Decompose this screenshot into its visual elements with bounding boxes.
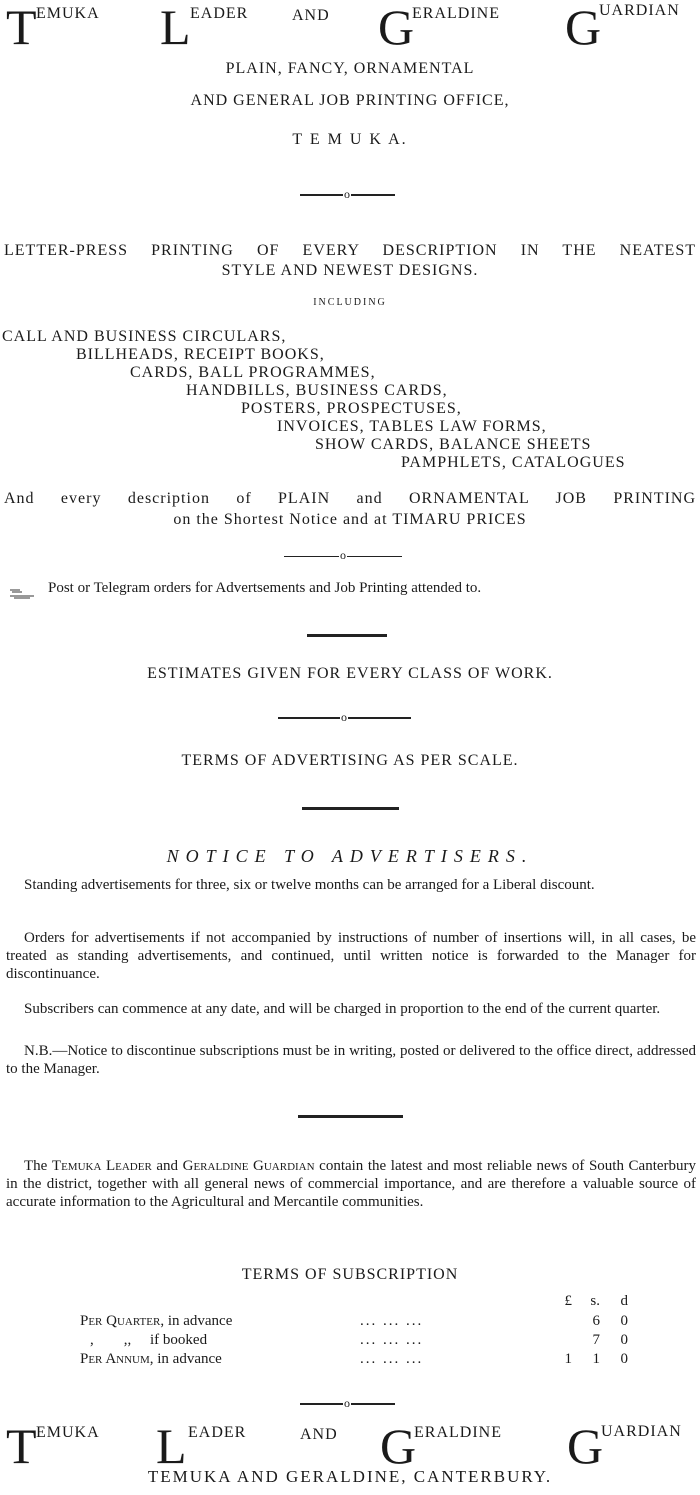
divider: o	[300, 1403, 395, 1405]
item-line: BILLHEADS, RECEIPT BOOKS,	[76, 346, 325, 363]
estimates-line: ESTIMATES GIVEN FOR EVERY CLASS OF WORK.	[147, 665, 553, 682]
masthead-word-geraldine: G ERALDINE	[378, 0, 500, 55]
divider: o	[284, 556, 402, 557]
masthead-top: T EMUKA L EADER AND G ERALDINE G UARDIAN	[6, 0, 680, 55]
subscription-table: £ s. d Per Quarter, in advance ... ... ... 6 0 , ,, if booked ... ... ... 7 0 Per Annum, in advance ... ... ... 1 1 0	[80, 1293, 628, 1367]
subscription-title: TERMS OF SUBSCRIPTION	[241, 1266, 459, 1283]
divider: o	[300, 194, 395, 196]
item-line: CALL AND BUSINESS CIRCULARS,	[2, 328, 287, 345]
notice-paragraph: Subscribers can commence at any date, and will be charged in proportion to the end of the current quarter.	[24, 1001, 661, 1017]
item-line: SHOW CARDS, BALANCE SHEETS	[315, 436, 592, 453]
masthead-word-temuka: T EMUKA	[6, 1418, 100, 1474]
masthead-bottom: T EMUKA L EADER AND G ERALDINE G UARDIAN	[6, 1418, 682, 1474]
terms-advertising-line: TERMS OF ADVERTISING AS PER SCALE.	[181, 752, 519, 769]
about-paragraph: The Temuka Leader and Geraldine Guardian contain the latest and most reliable news of South Canterbury in the district, together with all general news of commercial importance, and are therefore a valuable source of accurate information to the Agricultural and Mercantile communities.	[6, 1158, 697, 1210]
item-line: HANDBILLS, BUSINESS CARDS,	[186, 382, 448, 399]
letterpress-line-1: LETTER-PRESS PRINTING OF EVERY DESCRIPTION IN THE NEATEST	[4, 242, 696, 259]
office-line-3: T E M U K A.	[292, 131, 408, 148]
address-line: TEMUKA AND GERALDINE, CANTERBURY.	[147, 1467, 553, 1486]
notice-title: NOTICE TO ADVERTISERS.	[166, 846, 534, 866]
office-line-2: AND GENERAL JOB PRINTING OFFICE,	[190, 92, 510, 109]
letterpress-line-2: STYLE AND NEWEST DESIGNS.	[221, 262, 479, 279]
masthead-word-geraldine: G ERALDINE	[380, 1418, 502, 1474]
notice-paragraph: Orders for advertisements if not accompanied by instructions of number of insertions will, in all cases, be treated as standing advertisements, and continued, until written notice is forwarded to the Manager for discontinuance.	[6, 930, 696, 982]
item-line: INVOICES, TABLES LAW FORMS,	[277, 418, 547, 435]
post-telegram-note: Post or Telegram orders for Advertsements and Job Printing attended to.	[48, 580, 482, 596]
divider: o	[278, 717, 411, 719]
masthead-word-temuka: T EMUKA	[6, 0, 100, 55]
item-line: POSTERS, PROSPECTUSES,	[241, 400, 462, 417]
every-description-line-2: on the Shortest Notice and at TIMARU PRICES	[173, 511, 527, 528]
office-line-1: PLAIN, FANCY, ORNAMENTAL	[225, 60, 475, 77]
item-line: CARDS, BALL PROGRAMMES,	[130, 364, 376, 381]
masthead-word-leader: L EADER	[156, 1418, 247, 1474]
masthead-word-leader: L EADER	[160, 0, 249, 55]
every-description-line-1: And every description of PLAIN and ORNAMENTAL JOB PRINTING	[4, 490, 696, 507]
item-line: PAMPHLETS, CATALOGUES	[401, 454, 626, 471]
notice-paragraph: N.B.—Notice to discontinue subscriptions must be in writing, posted or delivered to the office direct, addressed to the Manager.	[6, 1043, 696, 1077]
masthead-word-guardian: G UARDIAN	[567, 1418, 682, 1474]
including-label: INCLUDING	[313, 297, 387, 308]
masthead-word-guardian: G UARDIAN	[565, 0, 680, 55]
notice-paragraph: Standing advertisements for three, six or twelve months can be arranged for a Liberal discount.	[24, 877, 595, 893]
